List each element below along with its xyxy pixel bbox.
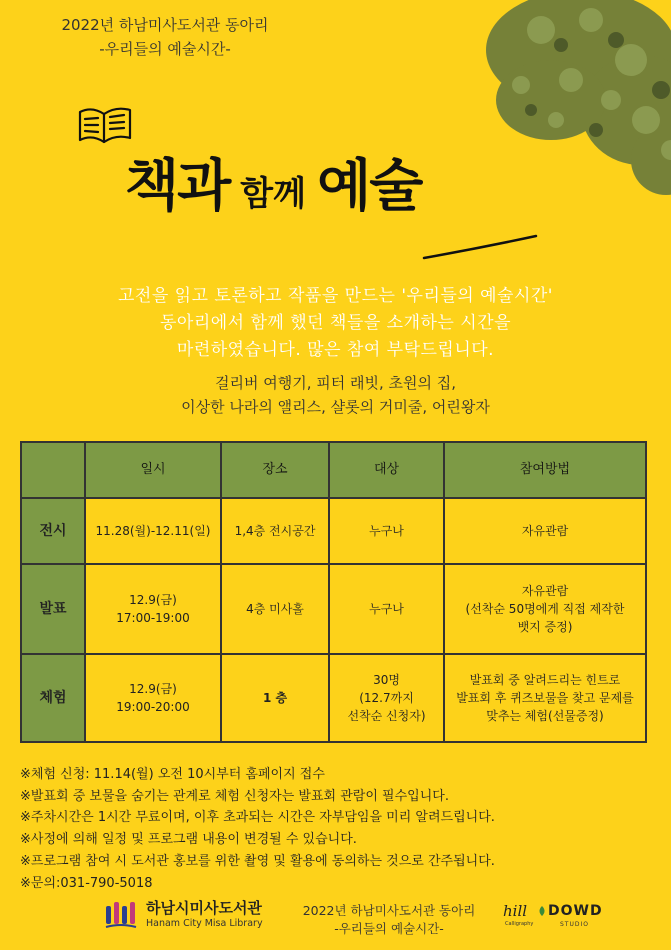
cell-datetime bbox=[85, 654, 221, 742]
intro-line: 마련하였습니다. 많은 참여 부탁드립니다. bbox=[176, 340, 495, 360]
library-name-en: Hanam City Misa Library bbox=[146, 918, 263, 929]
footer-club-title: 2022년 하남미사도서관 동아리 bbox=[302, 903, 476, 918]
cell-method bbox=[444, 564, 646, 654]
hill-logo-sub: Calligraphy bbox=[505, 921, 534, 927]
headline-word-art: 예술 bbox=[317, 153, 422, 219]
table-header-empty bbox=[21, 442, 85, 498]
cell-place: 4층 미사홀 bbox=[221, 564, 329, 654]
dowd-logo-sub: STUDIO bbox=[560, 921, 589, 928]
headline-word-together: 함께 bbox=[240, 174, 306, 214]
table-header-place: 장소 bbox=[221, 442, 329, 498]
cell-target bbox=[329, 564, 444, 654]
row-label-presentation: 발표 bbox=[21, 564, 85, 654]
intro-text bbox=[0, 283, 671, 364]
table-row bbox=[21, 564, 646, 654]
cell-datetime bbox=[85, 564, 221, 654]
cell-line: 선착순 신청자) bbox=[347, 709, 426, 723]
brush-underline bbox=[420, 232, 540, 262]
note-item: ※문의:031-790-5018 bbox=[20, 875, 153, 891]
schedule-table bbox=[20, 441, 647, 743]
row-label-exhibition: 전시 bbox=[21, 498, 85, 564]
cell-line: 맞추는 체험(선물증정) bbox=[486, 709, 604, 723]
club-title: 2022년 하남미사도서관 동아리 bbox=[61, 16, 269, 34]
leaf-icon bbox=[537, 905, 547, 917]
footer-club bbox=[300, 902, 478, 938]
book-icon bbox=[76, 100, 134, 146]
book-list bbox=[0, 371, 671, 419]
cell-line: 발표회 후 퀴즈보물을 찾고 문제를 bbox=[456, 691, 634, 705]
table-row bbox=[21, 654, 646, 742]
cell-line: 발표회 중 알려드리는 힌트로 bbox=[469, 673, 621, 687]
table-header-target: 대상 bbox=[329, 442, 444, 498]
cell-line: 30명 bbox=[373, 673, 400, 687]
hill-logo: hill bbox=[503, 902, 528, 920]
note-item: ※프로그램 참여 시 도서관 홍보를 위한 촬영 및 활용에 동의하는 것으로 간주됩니다. bbox=[20, 853, 495, 869]
note-item: ※체험 신청: 11.14(월) 오전 10시부터 홈페이지 접수 bbox=[20, 767, 325, 782]
cell-place: 1,4층 전시공간 bbox=[221, 498, 329, 564]
cell-line: 자유관람 bbox=[521, 524, 569, 538]
cell-target bbox=[329, 498, 444, 564]
cell-target bbox=[329, 654, 444, 742]
library-name-ko: 하남시미사도서관 bbox=[146, 899, 262, 917]
cell-line: (12.7까지 bbox=[359, 691, 414, 705]
cell-line: (선착순 50명에게 직접 제작한 bbox=[465, 602, 625, 616]
headline-word-book: 책과 bbox=[125, 153, 230, 219]
note-item: ※사정에 의해 일정 및 프로그램 내용이 변경될 수 있습니다. bbox=[20, 832, 357, 848]
note-item: ※발표회 중 보물을 숨기는 관계로 체험 신청자는 발표회 관람이 필수입니다. bbox=[20, 788, 449, 804]
table-row bbox=[21, 498, 646, 564]
library-logo bbox=[104, 900, 263, 930]
cell-line: 11.28(월)-12.11(일) bbox=[95, 524, 211, 538]
cell-line: 자유관람 bbox=[521, 584, 569, 598]
book-list-line: 걸리버 여행기, 피터 래빗, 초원의 집, bbox=[214, 374, 456, 392]
row-label-experience: 체험 bbox=[21, 654, 85, 742]
cell-line: 12.9(금) bbox=[129, 593, 177, 607]
intro-line: 동아리에서 함께 했던 책들을 소개하는 시간을 bbox=[159, 313, 512, 333]
club-subtitle: -우리들의 예술시간- bbox=[99, 40, 231, 58]
cell-line: 17:00-19:00 bbox=[116, 611, 190, 625]
book-list-line: 이상한 나라의 앨리스, 샬롯의 거미줄, 어린왕자 bbox=[181, 398, 490, 416]
cell-line: 19:00-20:00 bbox=[116, 700, 190, 714]
table-header-row bbox=[21, 442, 646, 498]
dowd-logo: DOWD bbox=[548, 903, 603, 919]
table-header-datetime: 일시 bbox=[85, 442, 221, 498]
note-item: ※주차시간은 1시간 무료이며, 이후 초과되는 시간은 자부담임을 미리 알려드립니다. bbox=[20, 810, 495, 826]
library-logo-icon bbox=[104, 900, 138, 930]
cell-line: 누구나 bbox=[369, 602, 404, 616]
table-header-method: 참여방법 bbox=[444, 442, 646, 498]
notes-list bbox=[20, 764, 660, 894]
cell-method bbox=[444, 498, 646, 564]
tree-leaves-image bbox=[431, 0, 671, 200]
cell-method bbox=[444, 654, 646, 742]
cell-datetime bbox=[85, 498, 221, 564]
cell-line: 12.9(금) bbox=[129, 682, 177, 696]
cell-line: 누구나 bbox=[369, 524, 404, 538]
footer-club-subtitle: -우리들의 예술시간- bbox=[334, 921, 444, 936]
cell-line: 뱃지 증정) bbox=[517, 620, 573, 634]
headline bbox=[125, 142, 421, 222]
intro-line: 고전을 읽고 토론하고 작품을 만드는 '우리들의 예술시간' bbox=[118, 286, 553, 306]
cell-place: 1 층 bbox=[221, 654, 329, 742]
